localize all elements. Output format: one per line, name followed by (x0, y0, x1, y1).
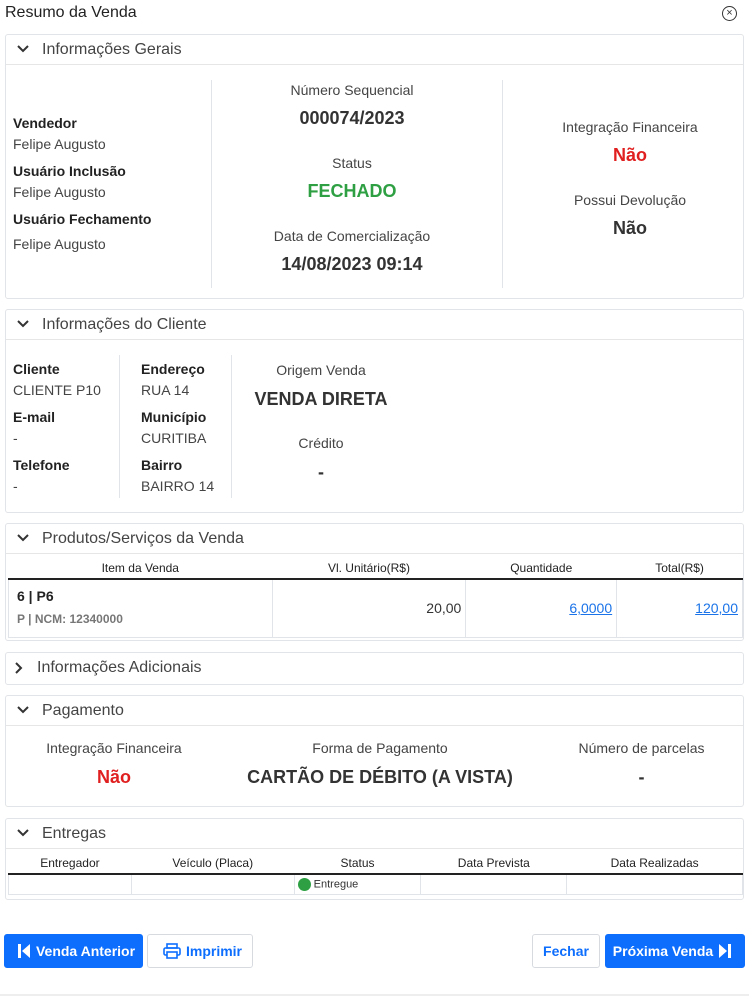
fechar-label: Fechar (543, 943, 589, 959)
panel-general-title: Informações Gerais (42, 41, 182, 58)
pag-integracao-label: Integração Financeira (46, 740, 182, 756)
forma-label: Forma de Pagamento (312, 740, 448, 756)
unitario-cell: 20,00 (272, 579, 466, 637)
usuario-inclusao-label: Usuário Inclusão (13, 163, 126, 179)
chevron-down-icon (16, 42, 30, 56)
forma-value: CARTÃO DE DÉBITO (A VISTA) (247, 767, 513, 787)
panel-entregas-header[interactable] (6, 819, 743, 849)
venda-anterior-label: Venda Anterior (35, 943, 136, 959)
realizada-cell (567, 874, 743, 894)
panel-cliente (5, 309, 744, 513)
proxima-venda-label: Próxima Venda (612, 943, 714, 959)
panel-cliente-header[interactable] (6, 310, 743, 340)
panel-adicionais (5, 652, 744, 685)
municipio-value: CURITIBA (141, 430, 207, 446)
usuario-inclusao-value: Felipe Augusto (13, 184, 106, 200)
email-value: - (13, 430, 18, 446)
panel-general (5, 34, 744, 299)
devolucao-label: Possui Devolução (573, 192, 687, 208)
cliente-label: Cliente (13, 361, 60, 377)
table-row (9, 874, 743, 894)
panel-produtos-title: Produtos/Serviços da Venda (42, 530, 244, 547)
status-dot-icon (298, 878, 311, 891)
data-label: Data de Comercialização (273, 228, 431, 244)
dialog-titlebar (0, 0, 749, 28)
panel-adicionais-title: Informações Adicionais (37, 659, 202, 676)
origem-value: VENDA DIRETA (254, 389, 388, 409)
panel-pagamento-header[interactable] (6, 696, 743, 726)
quantidade-cell (466, 579, 617, 637)
chevron-down-icon (16, 317, 30, 331)
telefone-label: Telefone (13, 457, 70, 473)
pag-integracao-value: Não (96, 767, 131, 787)
col-veiculo: Veículo (Placa) (131, 852, 294, 874)
integracao-label: Integração Financeira (562, 119, 698, 135)
chevron-down-icon (16, 703, 30, 717)
status-cell (294, 874, 421, 894)
status-label: Status (332, 155, 372, 171)
origem-label: Origem Venda (276, 362, 366, 378)
table-row (9, 579, 743, 637)
divider (119, 355, 120, 498)
status-text: Entregue (313, 878, 359, 891)
divider (502, 80, 503, 288)
panel-pagamento-title: Pagamento (42, 702, 124, 719)
item-cell (9, 579, 273, 637)
panel-pagamento (5, 695, 744, 807)
numero-label: Número Sequencial (290, 82, 414, 98)
panel-general-header[interactable] (6, 35, 743, 65)
cliente-value: CLIENTE P10 (13, 382, 101, 398)
total-cell (617, 579, 743, 637)
bairro-label: Bairro (141, 457, 183, 473)
endereco-value: RUA 14 (141, 382, 190, 398)
parcelas-label: Número de parcelas (578, 740, 705, 756)
endereco-label: Endereço (141, 361, 205, 377)
skip-next-icon (718, 943, 732, 959)
total-link[interactable]: 120,00 (695, 600, 738, 617)
panel-produtos (5, 523, 744, 641)
email-label: E-mail (13, 409, 56, 425)
integracao-value: Não (612, 145, 647, 165)
proxima-venda-button[interactable] (605, 934, 745, 968)
item-sub: P | NCM: 12340000 (17, 612, 123, 626)
municipio-label: Município (141, 409, 207, 425)
devolucao-value: Não (612, 218, 647, 238)
usuario-fechamento-value: Felipe Augusto (13, 236, 106, 252)
chevron-right-icon (12, 661, 26, 675)
venda-anterior-button[interactable] (4, 934, 143, 968)
fechar-button[interactable] (532, 934, 600, 968)
col-total: Total(R$) (617, 557, 743, 579)
skip-previous-icon (17, 943, 31, 959)
vendedor-value: Felipe Augusto (13, 136, 106, 152)
panel-entregas (5, 818, 744, 900)
usuario-fechamento-label: Usuário Fechamento (13, 211, 152, 227)
chevron-down-icon (16, 531, 30, 545)
close-icon[interactable]: × (722, 6, 737, 21)
panel-produtos-header[interactable] (6, 524, 743, 554)
panel-adicionais-header[interactable] (6, 653, 743, 683)
panel-entregas-title: Entregas (42, 825, 107, 842)
col-unitario: Vl. Unitário(R$) (272, 557, 466, 579)
bairro-value: BAIRRO 14 (141, 478, 215, 494)
status-value: FECHADO (307, 181, 397, 201)
entregador-cell (9, 874, 132, 894)
printer-icon (163, 943, 181, 959)
chevron-down-icon (16, 826, 30, 840)
col-item: Item da Venda (9, 557, 273, 579)
col-quantidade: Quantidade (466, 557, 617, 579)
data-value: 14/08/2023 09:14 (281, 254, 423, 274)
vendedor-label: Vendedor (13, 115, 77, 131)
prevista-cell (421, 874, 567, 894)
divider (231, 355, 232, 498)
col-status: Status (294, 852, 421, 874)
parcelas-value: - (638, 767, 645, 787)
veiculo-cell (131, 874, 294, 894)
quantidade-link[interactable]: 6,0000 (569, 600, 613, 617)
col-realizada: Data Realizadas (567, 852, 743, 874)
produtos-table (8, 557, 743, 638)
telefone-value: - (13, 478, 18, 494)
col-prevista: Data Prevista (421, 852, 567, 874)
imprimir-label: Imprimir (185, 943, 242, 959)
numero-value: 000074/2023 (299, 108, 405, 128)
imprimir-button[interactable] (147, 934, 253, 968)
dialog-title: Resumo da Venda (5, 4, 137, 21)
panel-cliente-title: Informações do Cliente (42, 316, 207, 333)
item-name: 6 | P6 (17, 588, 54, 604)
col-entregador: Entregador (9, 852, 132, 874)
credito-value: - (318, 462, 324, 482)
entregas-table (8, 852, 743, 895)
credito-label: Crédito (298, 435, 344, 451)
